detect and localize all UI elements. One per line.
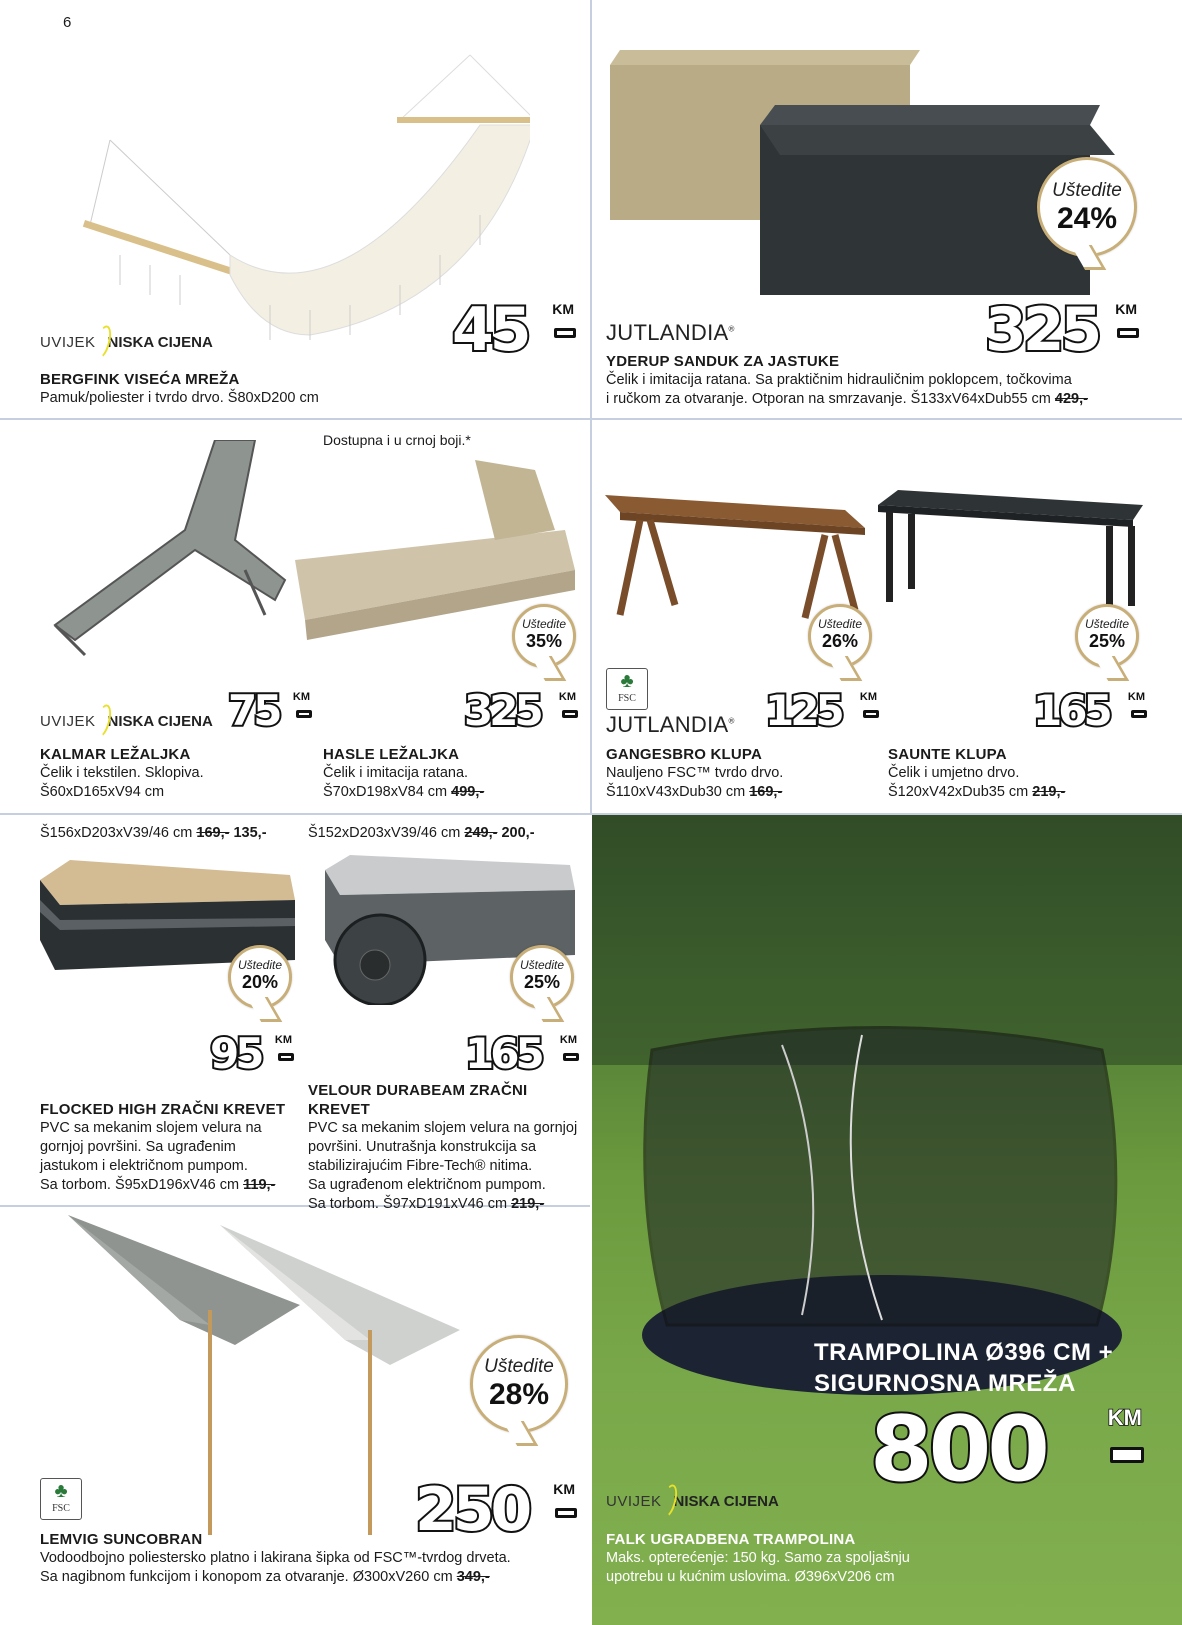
price-dash [554, 328, 576, 338]
save-badge-velour [510, 945, 574, 1009]
product-desc-line: Čelik i umjetno drvo. [888, 765, 1020, 781]
price-dash [278, 1053, 294, 1061]
product-velour[interactable] [308, 1081, 593, 1214]
variant-size: Š156xD203xV39/46 cm [40, 825, 193, 841]
product-lemvig[interactable] [40, 1530, 585, 1587]
price-dash [1131, 710, 1147, 718]
save-label: Uštedite [1052, 180, 1122, 201]
save-badge-flocked [228, 945, 292, 1009]
old-price: 499,- [451, 784, 485, 800]
price-flocked [210, 1029, 292, 1078]
tree-icon: ♣ [54, 1480, 68, 1502]
product-title: BERGFINK VISEĆA MREŽA [40, 371, 240, 388]
jutlandia-text: JUTLANDIA [606, 320, 729, 345]
logo-text-uvijek: UVIJEK [40, 333, 96, 351]
logo-text-niska-cijena: NISKA CIJENA [107, 333, 213, 351]
price-value: 800 [870, 1397, 1046, 1502]
product-desc-line: jastukom i električnom pumpom. [40, 1158, 248, 1174]
currency-label: KM [292, 691, 310, 703]
save-label: Uštedite [519, 958, 565, 972]
variant-price: 200,- [501, 825, 535, 841]
headline-line: TRAMPOLINA Ø396 CM + [814, 1339, 1114, 1366]
fsc-logo [606, 668, 648, 710]
product-bergfink[interactable] [40, 370, 560, 408]
price-dash [1110, 1447, 1144, 1463]
variant-size: Š152xD203xV39/46 cm [308, 825, 461, 841]
price-value: 75 [228, 686, 279, 735]
product-desc-line: Š60xD165xV94 cm [40, 784, 165, 800]
save-percent: 26% [821, 631, 859, 651]
price-hasle [464, 686, 576, 735]
page-number: 6 [63, 14, 72, 31]
product-desc-line: Čelik i tekstilen. Sklopiva. [40, 765, 204, 781]
product-desc-line: Š110xV43xDub30 cm [606, 784, 746, 800]
price-velour [465, 1029, 577, 1078]
product-desc-line: Čelik i imitacija ratana. [323, 765, 469, 781]
product-title: SAUNTE KLUPA [888, 746, 1007, 763]
product-hasle[interactable] [323, 745, 583, 802]
price-saunte [1033, 686, 1145, 735]
save-percent: 28% [488, 1378, 550, 1411]
currency-label: KM [558, 691, 576, 703]
save-label: Uštedite [817, 617, 863, 631]
jutlandia-logo: JUTLANDIA® [606, 320, 735, 345]
kalmar-lounger-image[interactable] [45, 440, 290, 670]
price-dash [863, 710, 879, 718]
currency-label: KM [553, 1481, 575, 1497]
price-dash [296, 710, 312, 718]
product-desc-line: Vodoodbojno poliestersko platno i lakirana šipka od FSC™-tvrdog drveta. [40, 1550, 511, 1566]
product-desc-line: PVC sa mekanim slojem velura na [40, 1120, 262, 1136]
currency-label: KM [859, 691, 877, 703]
price-bergfink [452, 295, 574, 365]
variant-flocked [40, 824, 267, 843]
fsc-logo [40, 1478, 82, 1520]
product-title: GANGESBRO KLUPA [606, 746, 763, 763]
product-saunte[interactable] [888, 745, 1168, 802]
save-badge-gangesbro [808, 604, 872, 668]
price-dash [562, 710, 578, 718]
product-gangesbro[interactable] [606, 745, 876, 802]
save-label: Uštedite [237, 958, 283, 972]
saunte-bench-image[interactable] [878, 490, 1143, 620]
currency-label: KM [1107, 1405, 1142, 1430]
price-dash [563, 1053, 579, 1061]
old-price: 219,- [1032, 784, 1066, 800]
fsc-text: FSC [618, 693, 636, 704]
save-label: Uštedite [484, 1356, 554, 1377]
currency-label: KM [1115, 301, 1137, 317]
product-desc-line: stabilizirajućim Fibre-Tech® nitima. [308, 1158, 533, 1174]
variant-old-price: 169,- [196, 825, 230, 841]
price-value: 95 [210, 1029, 261, 1078]
product-flocked[interactable] [40, 1100, 300, 1195]
product-desc-line: Š120xV42xDub35 cm [888, 784, 1029, 800]
save-badge-saunte [1075, 604, 1139, 668]
price-dash [555, 1508, 577, 1518]
price-value: 165 [465, 1029, 541, 1078]
old-price: 119,- [243, 1177, 276, 1193]
save-label: Uštedite [1084, 617, 1130, 631]
save-percent: 24% [1056, 202, 1118, 235]
price-value: 325 [985, 295, 1099, 365]
product-desc-line: upotrebu u kućnim uslovima. Ø396xV206 cm [606, 1569, 895, 1585]
product-desc-line: Sa nagibnom funkcijom i konopom za otvaranje. Ø300xV260 cm [40, 1569, 453, 1585]
product-desc-line: Čelik i imitacija ratana. Sa praktičnim hidrauličnim poklopcem, točkovima [606, 372, 1072, 388]
currency-label: KM [274, 1034, 292, 1046]
currency-label: KM [1127, 691, 1145, 703]
price-value: 325 [464, 686, 540, 735]
old-price: 169,- [749, 784, 783, 800]
price-value: 125 [765, 686, 841, 735]
product-desc-line: Sa torbom. Š97xD191xV46 cm [308, 1196, 508, 1212]
fsc-text: FSC [52, 1503, 70, 1514]
divider-row-1 [0, 418, 1182, 420]
variant-price: 135,- [233, 825, 267, 841]
product-title: YDERUP SANDUK ZA JASTUKE [606, 353, 840, 370]
product-falk[interactable] [606, 1530, 1166, 1587]
uvijek-niska-cijena-logo [40, 325, 213, 359]
logo-text-niska-cijena: NISKA CIJENA [673, 1492, 779, 1510]
product-desc: Pamuk/poliester i tvrdo drvo. Š80xD200 cm [40, 390, 319, 406]
logo-text-niska-cijena: NISKA CIJENA [107, 712, 213, 730]
currency-label: KM [552, 301, 574, 317]
product-desc-line: Nauljeno FSC™ tvrdo drvo. [606, 765, 784, 781]
currency-label: KM [559, 1034, 577, 1046]
save-badge-lemvig [470, 1335, 568, 1433]
product-title: HASLE LEŽALJKA [323, 746, 460, 763]
product-title: LEMVIG SUNCOBRAN [40, 1531, 203, 1548]
product-desc-line: Sa torbom. Š95xD196xV46 cm [40, 1177, 240, 1193]
save-badge-hasle [512, 604, 576, 668]
save-badge-yderup [1037, 157, 1137, 257]
product-title: KALMAR LEŽALJKA [40, 746, 191, 763]
product-title: VELOUR DURABEAM ZRAČNI KREVET [308, 1082, 528, 1118]
uvijek-niska-cijena-logo [606, 1484, 779, 1518]
price-value: 45 [452, 295, 528, 365]
old-price: 349,- [456, 1569, 490, 1585]
jutlandia-text: JUTLANDIA [606, 712, 729, 737]
jutlandia-logo: JUTLANDIA® [606, 712, 735, 737]
product-kalmar[interactable] [40, 745, 300, 802]
price-dash [1117, 328, 1139, 338]
product-desc-line: PVC sa mekanim slojem velura na gornjoj [308, 1120, 578, 1136]
headline-line: SIGURNOSNA MREŽA [814, 1370, 1076, 1397]
save-percent: 25% [523, 972, 561, 992]
price-value: 250 [415, 1475, 529, 1545]
logo-text-uvijek: UVIJEK [40, 712, 96, 730]
variant-velour [308, 824, 535, 843]
product-desc-line: Sa ugrađenom električnom pumpom. [308, 1177, 546, 1193]
color-note: Dostupna i u crnoj boji.* [323, 432, 471, 448]
uvijek-niska-cijena-logo [40, 704, 213, 738]
old-price: 429,- [1054, 391, 1088, 407]
price-falk [870, 1397, 1142, 1502]
price-value: 165 [1033, 686, 1109, 735]
price-kalmar [228, 686, 310, 735]
price-gangesbro [765, 686, 877, 735]
tree-icon: ♣ [620, 670, 634, 692]
product-desc-line: i ručkom za otvaranje. Otporan na smrzavanje. Š133xV64xDub55 cm [606, 391, 1051, 407]
logo-text-uvijek: UVIJEK [606, 1492, 662, 1510]
product-desc-line: Š70xD198xV84 cm [323, 784, 448, 800]
save-percent: 25% [1088, 631, 1126, 651]
product-desc-line: površini. Unutrašnja konstrukcija sa [308, 1139, 537, 1155]
trampoline-headline [814, 1337, 1113, 1399]
save-percent: 35% [525, 631, 563, 651]
product-title: FALK UGRADBENA TRAMPOLINA [606, 1531, 856, 1548]
product-desc-line: gornjoj površini. Sa ugrađenim [40, 1139, 236, 1155]
product-yderup[interactable] [606, 352, 1176, 409]
save-label: Uštedite [521, 617, 567, 631]
product-title: FLOCKED HIGH ZRAČNI KREVET [40, 1101, 286, 1118]
old-price: 219,- [511, 1196, 545, 1212]
divider-vertical [590, 0, 592, 815]
variant-old-price: 249,- [464, 825, 498, 841]
save-percent: 20% [241, 972, 279, 992]
product-desc-line: Maks. opterećenje: 150 kg. Samo za spoljašnju [606, 1550, 910, 1566]
price-yderup [985, 295, 1137, 365]
gangesbro-bench-image[interactable] [605, 490, 865, 620]
